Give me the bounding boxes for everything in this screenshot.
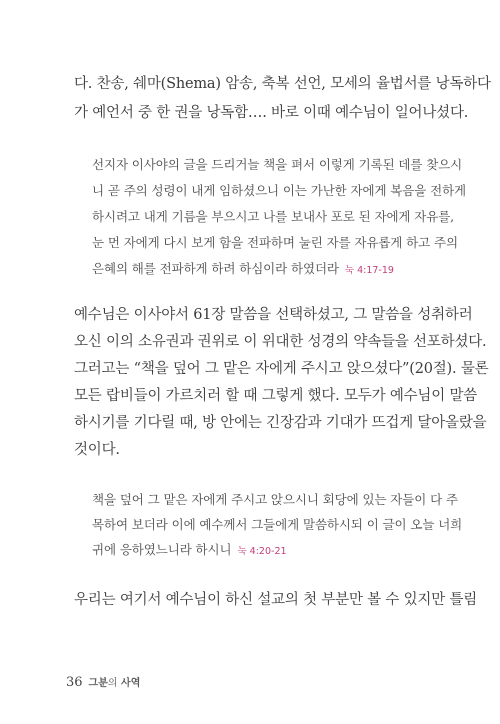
scripture-reference: 눅 4:20-21 [237, 546, 287, 557]
quote-line: 눈 먼 자에게 다시 보게 함을 전파하며 눌린 자를 자유롭게 하고 주의 [92, 235, 458, 250]
quote-text: 은혜의 해를 전파하게 하려 하심이라 하였더라 [92, 261, 339, 276]
scripture-reference: 눅 4:17-19 [344, 265, 394, 276]
paragraph-line: 다. 찬송, 쉐마(Shema) 암송, 축복 선언, 모세의 율법서를 낭독하다 [74, 76, 491, 92]
running-title-particle: 의 [107, 678, 118, 689]
running-title-bold: 그분 [88, 678, 108, 689]
paragraph-line: 오신 이의 소유권과 권위로 이 위대한 성경의 약속들을 선포하셨다. [74, 334, 487, 350]
running-title-end: 사역 [121, 678, 141, 689]
quote-line: 니 곧 주의 성령이 내게 임하셨으니 이는 가난한 자에게 복음을 전하게 [92, 183, 467, 198]
quote-line: 책을 덮어 그 맡은 자에게 주시고 앉으시니 회당에 있는 자들이 다 주 [92, 492, 458, 507]
running-title [89, 678, 141, 689]
paragraph-line: 예수님은 이사야서 61장 말씀을 선택하셨고, 그 말씀을 성취하러 [74, 307, 473, 323]
paragraph-line: 우리는 여기서 예수님이 하신 설교의 첫 부분만 볼 수 있지만 틀림 [74, 592, 478, 608]
page-footer [66, 671, 140, 690]
paragraph-line: 가 예언서 중 한 권을 낭독함…. 바로 이때 예수님이 일어나셨다. [74, 105, 469, 121]
quote-line: 선지자 이사야의 글을 드리거늘 책을 펴서 이렇게 기록된 데를 찾으시 [92, 157, 463, 172]
quote-line: 목하여 보더라 이에 예수께서 그들에게 말씀하시되 이 글이 오늘 너희 [92, 517, 463, 532]
paragraph-line: 하시기를 기다릴 때, 방 안에는 긴장감과 기대가 뜨겁게 달아올랐을 [74, 415, 487, 431]
page-number: 36 [66, 675, 83, 690]
paragraph-line: 것이다. [74, 442, 120, 458]
quote-line [92, 540, 287, 558]
quote-text: 귀에 응하였느니라 하시니 [92, 542, 232, 557]
quote-line: 하시려고 내게 기름을 부으시고 나를 보내사 포로 된 자에게 자유를, [92, 209, 455, 224]
quote-line [92, 259, 394, 277]
paragraph-line: 모든 랍비들이 가르치러 할 때 그렇게 했다. 모두가 예수님이 말씀 [74, 388, 478, 404]
paragraph-line: 그러고는 “책을 덮어 그 맡은 자에게 주시고 앉으셨다”(20절). 물론 [74, 361, 489, 377]
